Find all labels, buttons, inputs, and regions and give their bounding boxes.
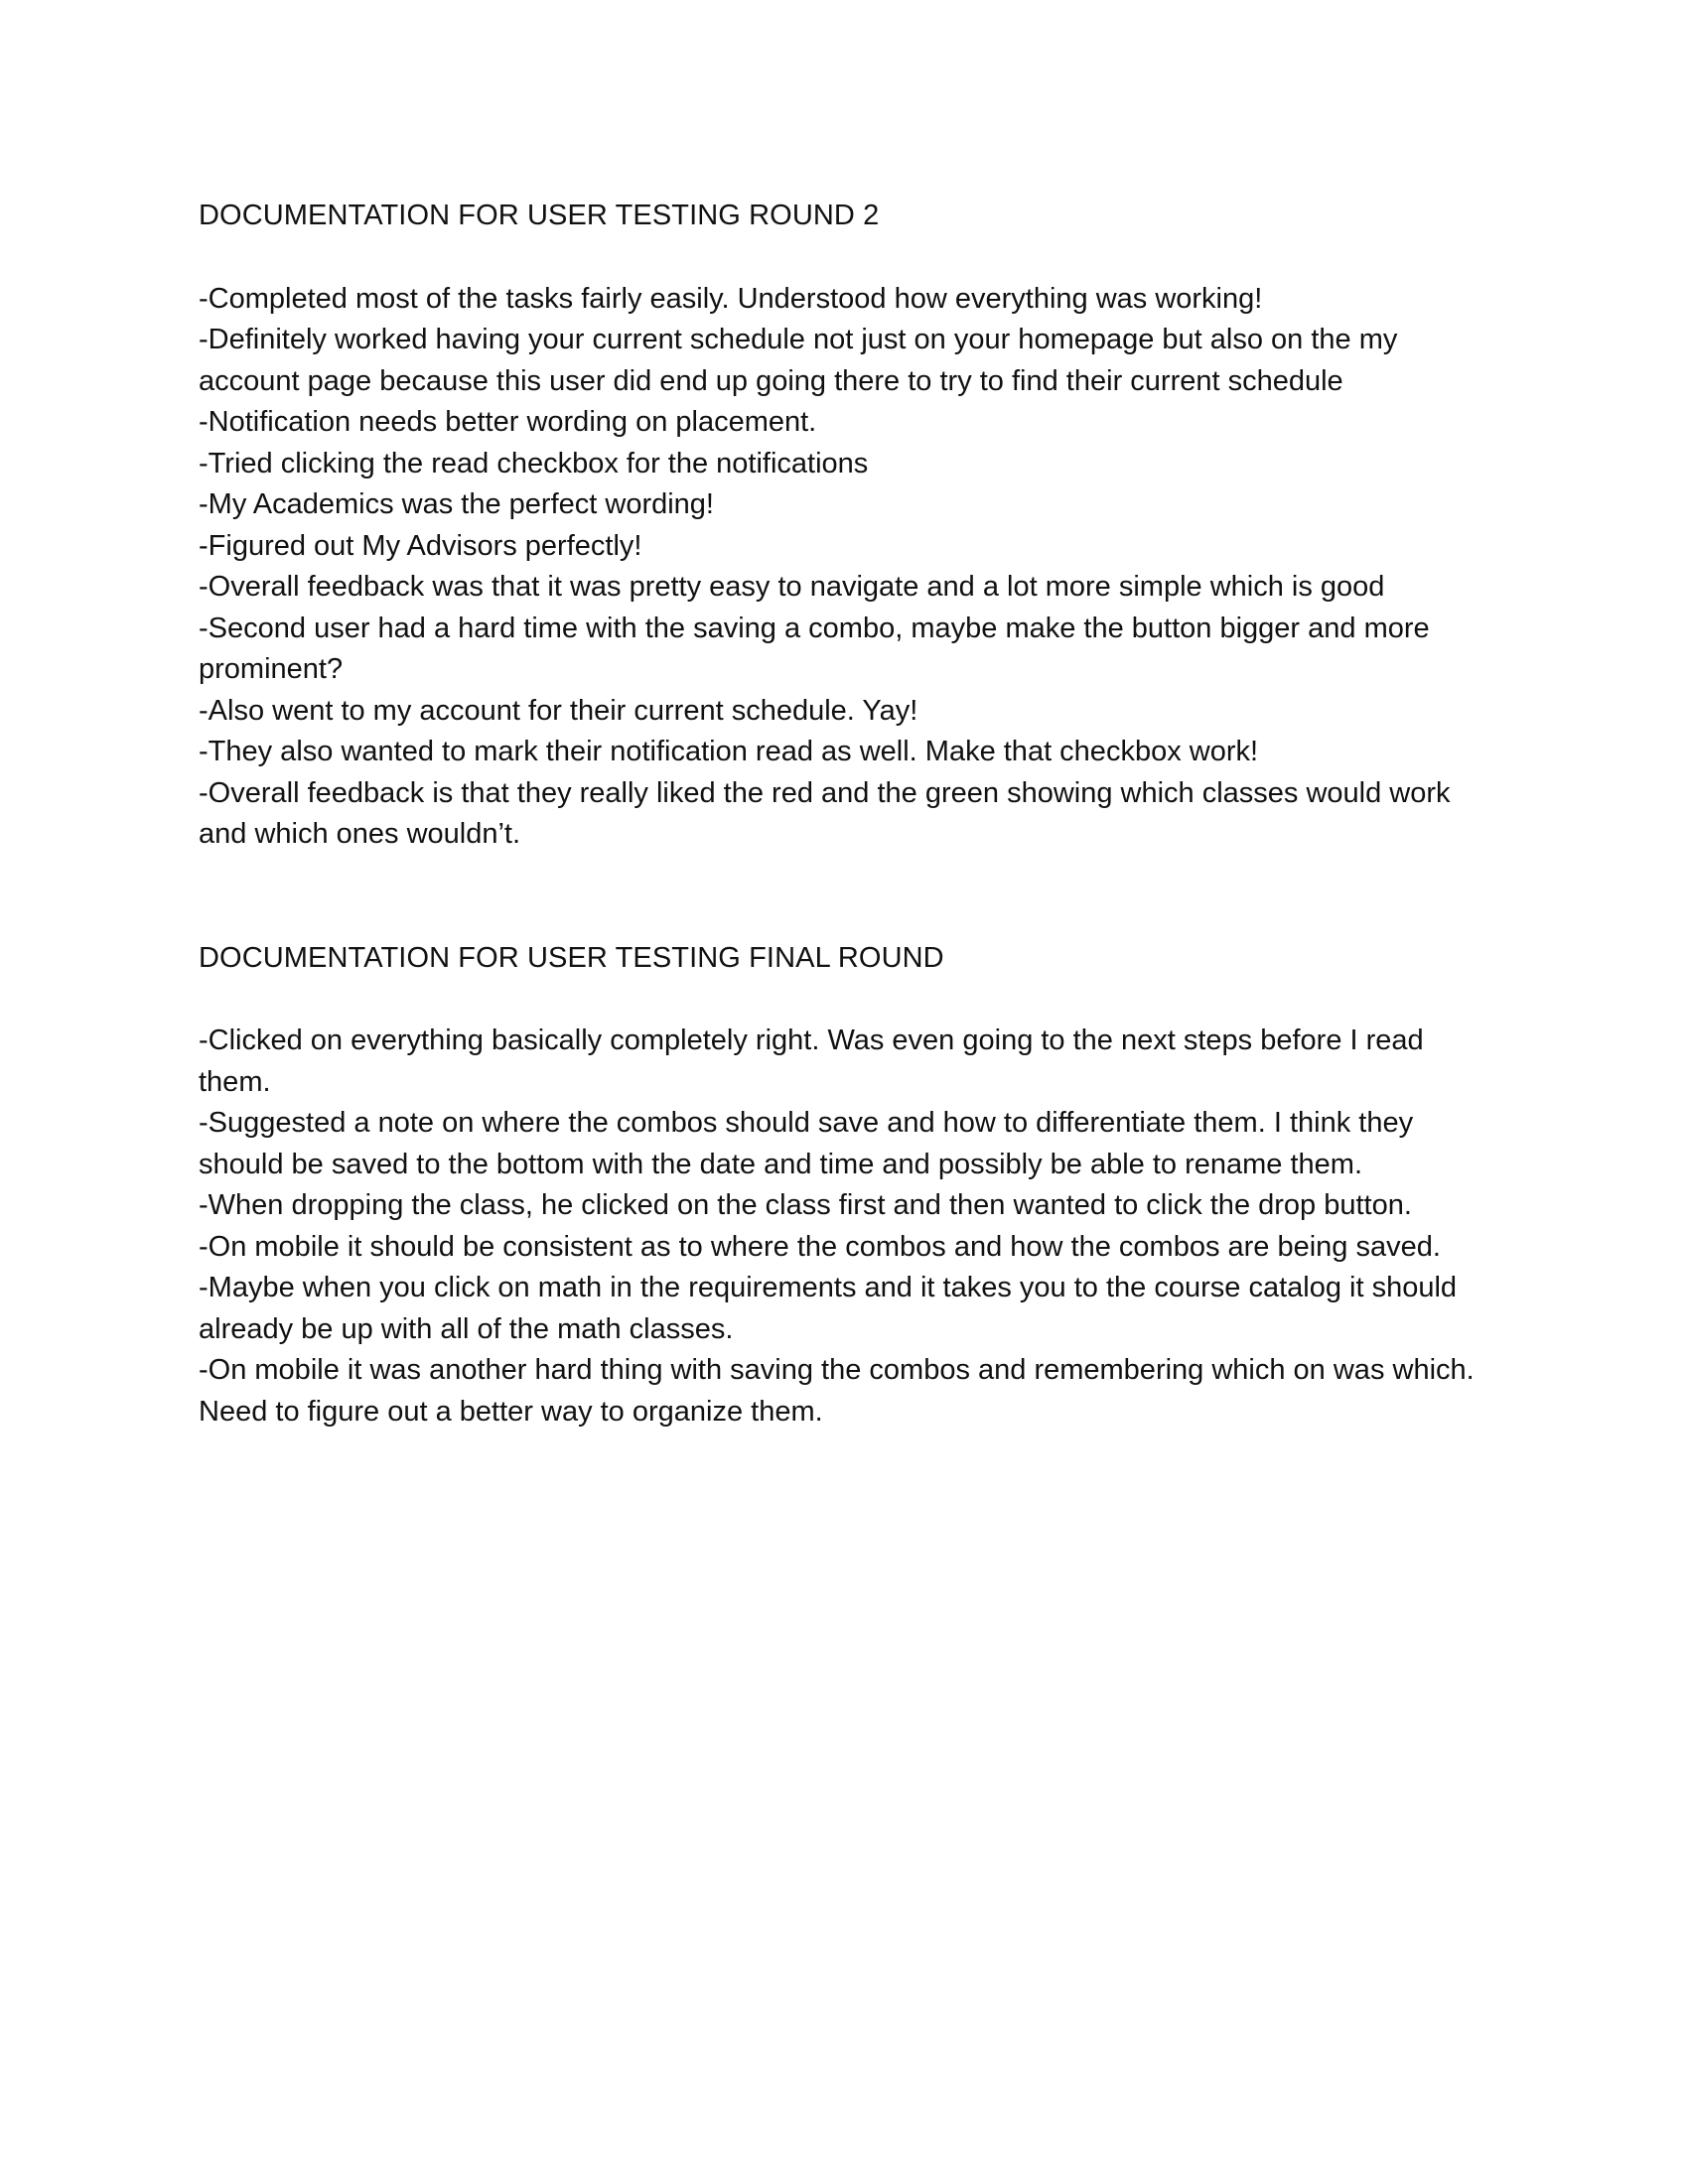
note-item: -Clicked on everything basically completely right. Was even going to the next steps before I read them. — [199, 1024, 1424, 1098]
note-item: -My Academics was the perfect wording! — [199, 488, 714, 520]
section-title: DOCUMENTATION FOR USER TESTING ROUND 2 — [199, 200, 880, 231]
note-item: -When dropping the class, he clicked on the class first and then wanted to click the drop button. — [199, 1189, 1412, 1221]
note-item: -Notification needs better wording on placement. — [199, 406, 817, 438]
note-item: -Completed most of the tasks fairly easily. Understood how everything was working! — [199, 282, 1263, 315]
note-item: -On mobile it was another hard thing with saving the combos and remembering which on was which. Need to figure out a better way to organize them. — [199, 1354, 1475, 1428]
note-item: -Overall feedback was that it was pretty easy to navigate and a lot more simple which is good — [199, 571, 1385, 603]
note-item: -Figured out My Advisors perfectly! — [199, 529, 642, 562]
notes-list — [199, 279, 1489, 856]
note-item: -Tried clicking the read checkbox for the notifications — [199, 447, 869, 479]
notes-list — [199, 1021, 1489, 1433]
note-item: -Second user had a hard time with the saving a combo, maybe make the button bigger and more prominent? — [199, 612, 1430, 685]
note-item: -On mobile it should be consistent as to where the combos and how the combos are being saved. — [199, 1230, 1441, 1263]
section-final-round — [199, 938, 1489, 1433]
section-title: DOCUMENTATION FOR USER TESTING FINAL ROUND — [199, 941, 944, 974]
note-item: -Maybe when you click on math in the requirements and it takes you to the course catalog it should already be up with all of the math classes. — [199, 1272, 1458, 1345]
note-item: -Suggested a note on where the combos should save and how to differentiate them. I think they should be saved to the bottom with the date and time and possibly be able to rename them. — [199, 1107, 1414, 1180]
note-item: -They also wanted to mark their notification read as well. Make that checkbox work! — [199, 736, 1259, 767]
note-item: -Definitely worked having your current schedule not just on your homepage but also on the my account page because this user did end up going there to try to find their current schedule — [199, 324, 1398, 397]
note-item: -Overall feedback is that they really liked the red and the green showing which classes would work and which ones wouldn’t. — [199, 776, 1451, 850]
section-round-2 — [199, 196, 1489, 856]
note-item: -Also went to my account for their current schedule. Yay! — [199, 694, 918, 727]
document-page — [199, 196, 1489, 1433]
